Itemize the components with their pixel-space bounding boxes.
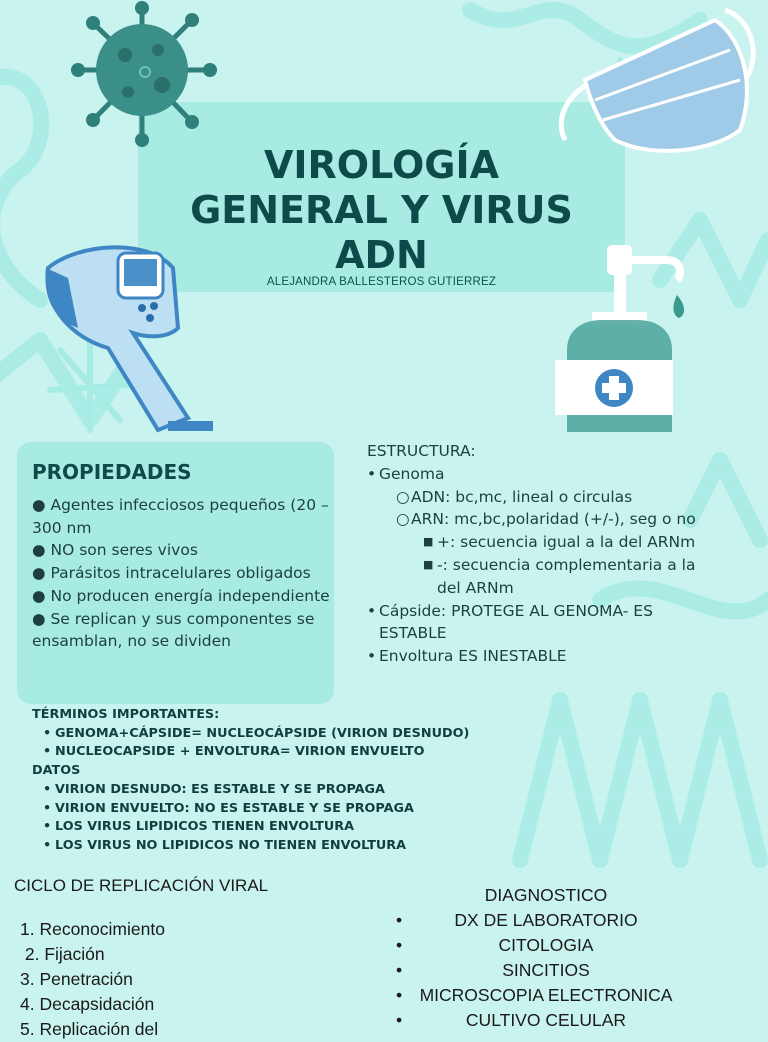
structure-section (367, 440, 762, 668)
list-item: ● Parásitos intracelulares obligados (32, 564, 311, 583)
list-item: ● Agentes infecciosos pequeños (20 – 300 nm (32, 496, 329, 537)
list-item: • SINCITIOS (396, 960, 590, 980)
virus-icon (50, 0, 230, 150)
list-item: • MICROSCOPIA ELECTRONICA (396, 985, 673, 1005)
list-item: 3. Penetración (20, 969, 133, 989)
bullet-icon: ● (32, 541, 46, 560)
terms-title: TÉRMINOS IMPORTANTES: (32, 707, 220, 722)
diagnosis-list (390, 908, 702, 1033)
list-item: ● No producen energía independiente (32, 586, 330, 605)
list-item: ● NO son seres vivos (32, 541, 198, 560)
title-line-1: VIROLOGÍA (263, 143, 499, 187)
list-item: ■ -: secuencia complementaria a la (423, 555, 696, 574)
bullet-icon: ● (32, 586, 46, 605)
list-item: • NUCLEOCAPSIDE + ENVOLTURA= VIRION ENVUELTO (43, 744, 425, 760)
diagnosis-title: DIAGNOSTICO (484, 885, 608, 905)
list-item: 4. Decapsidación (20, 994, 155, 1014)
replication-cycle-title: CICLO DE REPLICACIÓN VIRAL (14, 876, 269, 895)
replication-cycle-list (20, 917, 165, 1042)
list-item: 1. Reconocimiento (20, 919, 165, 939)
title-line-2: GENERAL Y VIRUS (190, 188, 573, 232)
list-item: • VIRION ENVUELTO: NO ES ESTABLE Y SE PROPAGA (43, 800, 414, 816)
list-item: ● Se replican y sus componentes se ensamblan, no se dividen (32, 609, 315, 651)
list-item: • Genoma (367, 464, 445, 483)
page-title (150, 143, 613, 278)
list-item: 5. Replicación del (20, 1019, 159, 1039)
list-item: ○ ARN: mc,bc,polaridad (+/-), seg o no (396, 510, 696, 529)
list-item: • CITOLOGIA (396, 935, 594, 955)
author-name: ALEJANDRA BALLESTEROS GUTIERREZ (266, 276, 497, 288)
list-item: • CULTIVO CELULAR (396, 1010, 627, 1030)
properties-list (32, 494, 332, 653)
bullet-icon: ● (32, 609, 46, 628)
list-item: • LOS VIRUS NO LIPIDICOS NO TIENEN ENVOLTURA (43, 837, 407, 853)
title-line-3: ADN (335, 233, 428, 277)
list-item: ○ ADN: bc,mc, lineal o circulas (396, 487, 633, 506)
face-mask-icon (555, 0, 760, 165)
list-item: 2. Fijación (20, 944, 105, 964)
bullet-icon: ● (32, 564, 46, 583)
terms-section (32, 706, 552, 856)
list-item: • Envoltura ES INESTABLE (367, 647, 567, 666)
list-item: • GENOMA+CÁPSIDE= NUCLEOCÁPSIDE (VIRION DESNUDO) (43, 725, 470, 741)
bullet-icon: ● (32, 496, 46, 514)
list-item: • Cápside: PROTEGE AL GENOMA- ES (367, 601, 653, 620)
properties-title: PROPIEDADES (32, 460, 192, 484)
list-item: • LOS VIRUS LIPIDICOS TIENEN ENVOLTURA (43, 819, 354, 835)
list-item: ■ +: secuencia igual a la del ARNm (423, 533, 696, 552)
structure-title: ESTRUCTURA: (367, 442, 476, 460)
list-item: • VIRION DESNUDO: ES ESTABLE Y SE PROPAGA (43, 781, 385, 797)
datos-title: DATOS (32, 763, 81, 779)
list-item-continuation: del ARNm (437, 578, 514, 597)
list-item-continuation: ESTABLE (379, 624, 447, 643)
list-item: • DX DE LABORATORIO (396, 910, 638, 930)
